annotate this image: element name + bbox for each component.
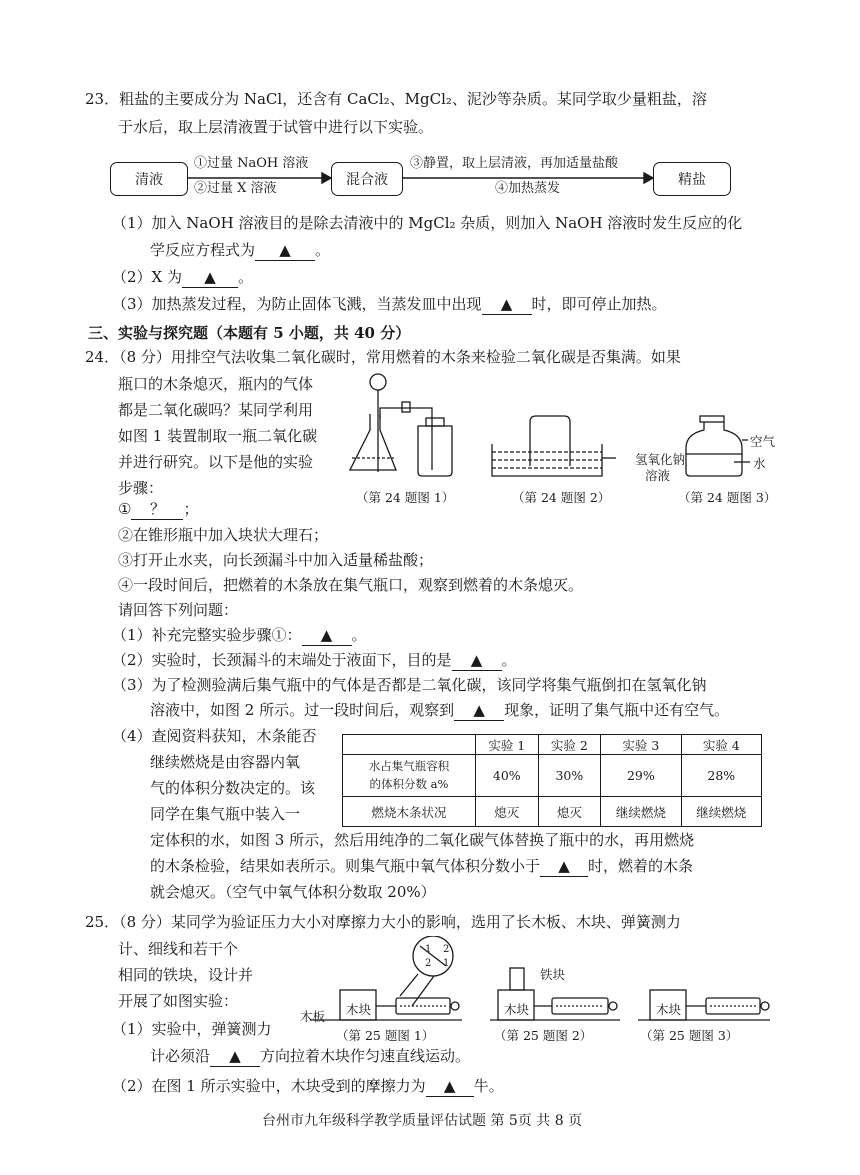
table-row xyxy=(343,735,762,755)
step1-mark: ① xyxy=(118,500,132,518)
answer-blank: ▲ xyxy=(302,626,352,646)
q24-part3-text: 溶液中，如图 2 所示。过一段时间后，观察到 xyxy=(150,701,455,719)
section-heading: 三、实验与探究题（本题有 5 小题，共 40 分） xyxy=(88,324,411,342)
q24-line1: 24．（8 分）用排空气法收集二氧化碳时，常用燃着的木条来检验二氧化碳是否集满。如果 xyxy=(85,348,681,366)
q23-part2-text: （2）X 为 xyxy=(112,268,182,286)
table-cell: 继续燃烧 xyxy=(601,797,681,827)
q24-step1 xyxy=(118,500,198,520)
table-cell: 熄灭 xyxy=(538,797,601,827)
flow-step4: ④加热蒸发 xyxy=(495,181,561,196)
q24-part4-line3: 气的体积分数决定的。该 xyxy=(150,779,316,797)
answer-blank: ▲ xyxy=(210,1047,260,1067)
q24-part4-line6 xyxy=(150,857,693,877)
q25-dial-label-3: 2 xyxy=(443,944,450,955)
q24-part4-line2: 继续燃烧是由容器内氧 xyxy=(150,753,301,771)
q25-part1-tail: 方向拉着木块作匀速直线运动。 xyxy=(260,1047,471,1065)
fig3-label-air: 空气 xyxy=(750,434,776,449)
table-row-label xyxy=(343,755,476,797)
q25-fig2-caption: （第 25 题图 2） xyxy=(494,1028,593,1043)
q25-part1-text: 计必须沿 xyxy=(150,1047,211,1065)
q24-fig3-bottle xyxy=(686,416,750,476)
q25-dial-label-2: 2 xyxy=(425,958,432,969)
period: 。 xyxy=(238,268,254,286)
q25-part1-line2 xyxy=(150,1047,470,1067)
q24-part4-line5: 定体积的水，如图 3 所示，然后用纯净的二氧化碳气体替换了瓶中的水，再用燃烧 xyxy=(150,831,695,849)
q24-part2-text: （2）实验时，长颈漏斗的末端处于液面下，目的是 xyxy=(112,651,452,669)
table-cell: 继续燃烧 xyxy=(681,797,761,827)
table-row xyxy=(343,797,762,827)
table-row xyxy=(343,755,762,797)
board-label: 木板 xyxy=(300,1009,326,1024)
fig2-label-solution: 溶液 xyxy=(645,468,671,483)
q24-step4: ④一段时间后，把燃着的木条放在集气瓶口，观察到燃着的木条熄灭。 xyxy=(118,576,584,594)
page-footer: 台州市九年级科学教学质量评估试题 第 5页 共 8 页 xyxy=(262,1113,583,1129)
q24-part1 xyxy=(112,626,367,646)
answer-blank: ▲ xyxy=(482,295,532,315)
q24-part4-line4: 同学在集气瓶中装入一 xyxy=(150,805,301,823)
flow-step3: ③静置，取上层清液，再加适量盐酸 xyxy=(410,156,619,171)
q24-part2 xyxy=(112,651,517,671)
iron-label: 铁块 xyxy=(540,967,566,982)
fig2-label-naoh: 氢氧化钠 xyxy=(635,452,686,467)
flow-box1-label: 清液 xyxy=(135,172,163,188)
q23-part3-tail: 时，即可停止加热。 xyxy=(531,295,667,313)
q24-step2: ②在锥形瓶中加入块状大理石； xyxy=(118,526,329,544)
q24-intro-1: 瓶口的木条熄灭，瓶内的气体 xyxy=(118,375,314,393)
table-header-cell: 实验 4 xyxy=(681,735,761,755)
answer-blank: ▲ xyxy=(452,651,502,671)
flow-box3-label: 精盐 xyxy=(678,172,706,188)
q23-line2: 于水后，取上层清液置于试管中进行以下实验。 xyxy=(118,118,434,136)
period: 。 xyxy=(501,651,517,669)
table-header-cell: 实验 2 xyxy=(538,735,601,755)
q25-fig3-caption: （第 25 题图 3） xyxy=(640,1028,739,1043)
answer-blank: ？ xyxy=(131,500,183,520)
table-cell: 28% xyxy=(681,755,761,797)
flow-box-mixture xyxy=(331,162,403,196)
q24-part1-text: （1）补充完整实验步骤①： xyxy=(112,626,302,644)
answer-blank: ▲ xyxy=(255,241,315,261)
flow-box-refined-salt xyxy=(653,162,731,196)
fig2-caption: （第 24 题图 2） xyxy=(512,490,611,505)
q24-figures xyxy=(340,372,820,490)
q24-fig1-apparatus xyxy=(350,374,452,476)
fig1-block-label: 木块 xyxy=(346,1002,372,1017)
q25-intro-3: 开展了如图实验： xyxy=(118,992,239,1010)
row1-label-line1: 水占集气瓶容积 xyxy=(368,759,450,774)
fig1-caption: （第 24 题图 1） xyxy=(356,490,455,505)
fig3-block-label: 木块 xyxy=(656,1002,682,1017)
q24-ask: 请回答下列问题： xyxy=(118,601,239,619)
q24-part3-line1: （3）为了检测验满后集气瓶中的气体是否都是二氧化碳，该同学将集气瓶倒扣在氢氧化钠 xyxy=(112,676,707,694)
table-header-cell: 实验 3 xyxy=(601,735,681,755)
q25-fig1 xyxy=(310,936,462,1020)
q25-part2-tail: 牛。 xyxy=(473,1077,504,1095)
table-header-cell: 实验 1 xyxy=(476,735,539,755)
fig3-caption: （第 24 题图 3） xyxy=(678,490,777,505)
fig2-block-label: 木块 xyxy=(504,1002,530,1017)
q25-dial-label-4: 1 xyxy=(443,958,450,969)
q23-line1: 23．粗盐的主要成分为 NaCl，还含有 CaCl₂、MgCl₂、泥沙等杂质。某同学取少量粗盐，溶 xyxy=(85,90,707,108)
q23-part2 xyxy=(112,268,253,288)
q23-part1-line1: （1）加入 NaOH 溶液目的是除去清液中的 MgCl₂ 杂质，则加入 NaOH 溶液时发生反应的化 xyxy=(112,214,743,232)
q24-part4-line7: 就会熄灭。（空气中氧气体积分数取 20%） xyxy=(150,883,436,901)
table-cell: 40% xyxy=(476,755,539,797)
q24-intro-5: 步骤： xyxy=(118,479,164,497)
answer-blank: ▲ xyxy=(454,701,504,721)
q23-part1-text: 学反应方程式为 xyxy=(150,241,256,259)
q25-part2 xyxy=(112,1077,504,1097)
answer-blank: ▲ xyxy=(426,1077,474,1097)
q24-intro-4: 并进行研究。以下是他的实验 xyxy=(118,453,314,471)
answer-blank: ▲ xyxy=(182,268,238,288)
q25-part1-line1: （1）实验中，弹簧测力 xyxy=(112,1020,272,1038)
table-cell: 29% xyxy=(601,755,681,797)
q24-part4-line1: （4）查阅资料获知，木条能否 xyxy=(112,727,317,745)
q25-intro-2: 相同的铁块，设计并 xyxy=(118,966,254,984)
q24-intro-2: 都是二氧化碳吗？某同学利用 xyxy=(118,401,314,419)
flow-box-clear-liquid xyxy=(110,162,188,196)
q23-part3-text: （3）加热蒸发过程，为防止固体飞溅，当蒸发皿中出现 xyxy=(112,295,482,313)
flow-step2: ②过量 X 溶液 xyxy=(194,181,277,196)
q24-part3-line2 xyxy=(150,701,729,721)
q25-part2-text: （2）在图 1 所示实验中，木块受到的摩擦力为 xyxy=(112,1077,426,1095)
table-cell: 30% xyxy=(538,755,601,797)
q24-part3-tail: 现象，证明了集气瓶中还有空气。 xyxy=(504,701,730,719)
flow-box2-label: 混合液 xyxy=(346,172,388,188)
q24-fig2-trough xyxy=(492,416,616,476)
q25-line1: 25．（8 分）某同学为验证压力大小对摩擦力大小的影响，选用了长木板、木块、弹簧测力 xyxy=(85,913,681,931)
q25-intro-1: 计、细线和若干个 xyxy=(118,940,239,958)
q23-part3 xyxy=(112,295,667,315)
step1-tail: ； xyxy=(183,500,199,518)
q24-step3: ③打开止水夹，向长颈漏斗中加入适量稀盐酸； xyxy=(118,551,434,569)
answer-blank: ▲ xyxy=(540,857,588,877)
q25-fig1-caption: （第 25 题图 1） xyxy=(336,1028,435,1043)
fig3-label-water: 水 xyxy=(753,456,766,471)
table-cell: 熄灭 xyxy=(476,797,539,827)
q24-part4-text: 的木条检验，结果如表所示。则集气瓶中氧气体积分数小于 xyxy=(150,857,541,875)
flow-step1: ①过量 NaOH 溶液 xyxy=(194,156,309,171)
q24-intro-3: 如图 1 装置制取一瓶二氧化碳 xyxy=(118,427,318,445)
period: 。 xyxy=(351,626,367,644)
q24-results-table xyxy=(342,734,762,827)
row1-label-line2: 的体积分数 a% xyxy=(369,776,449,791)
table-row-label: 燃烧木条状况 xyxy=(343,797,476,827)
q24-part4-tail: 时，燃着的木条 xyxy=(588,857,694,875)
period: 。 xyxy=(315,241,331,259)
q25-dial-label-1: 1 xyxy=(425,944,432,955)
q23-part1-line2 xyxy=(150,241,330,261)
table-header-cell xyxy=(343,735,476,755)
